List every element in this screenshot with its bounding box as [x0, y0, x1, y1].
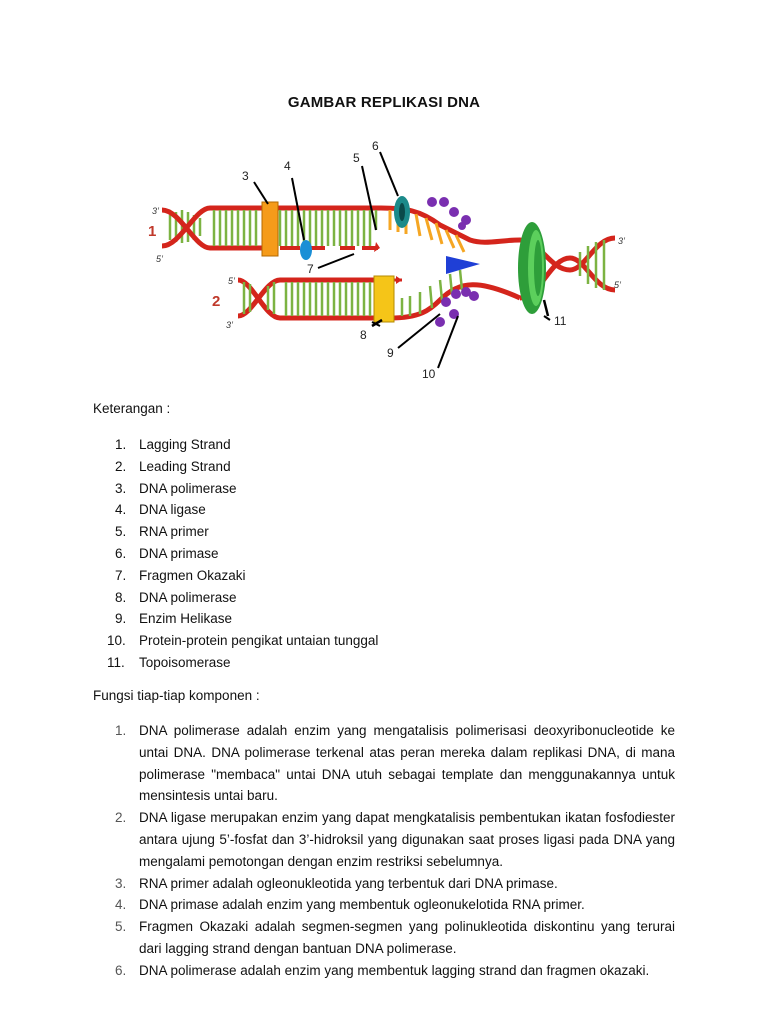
function-item: 5. Fragmen Okazaki adalah segmen-segmen yang polinukleotida diskontinu yang terurai dari lagging strand dengan bantuan DNA polimerase. [115, 919, 675, 956]
end-label-3prime-right: 3’ [618, 236, 626, 246]
page-title: GAMBAR REPLIKASI DNA [287, 94, 481, 111]
callout-5: 5 [353, 151, 360, 165]
dna-ligase [300, 240, 312, 260]
callout-7: 7 [307, 262, 314, 276]
legend-item: 1. Lagging Strand [115, 437, 231, 452]
legend-item: 3. DNA polimerase [115, 480, 237, 496]
fungsi-heading: Fungsi tiap-tiap komponen : [93, 688, 260, 703]
callout-3: 3 [242, 169, 249, 183]
upper-ladder [210, 208, 520, 252]
end-label-5prime-lower-left: 5’ [228, 276, 236, 286]
legend-item: 9. Enzim Helikase [115, 611, 233, 627]
end-label-5prime-upper-left: 5’ [156, 254, 164, 264]
end-label-3prime-lower-left: 3’ [226, 320, 234, 330]
legend-item: 2. Leading Strand [115, 458, 231, 474]
callout-lines [254, 152, 550, 368]
dna-replication-diagram [140, 130, 640, 385]
legend-item: 6. DNA primase [115, 545, 219, 561]
dna-polymerase-lower [374, 276, 394, 322]
callout-11: 11 [554, 314, 567, 328]
function-item: 2. DNA ligase merupakan enzim yang dapat mengkatalisis pembentukan ikatan fosfodiester antara ujung 5’-fosfat dan 3’-hidroksil yang digunakan saat proses ligasi pada DNA yang mengalami pemotongan dengan enzim restriksi sebelumnya. [115, 810, 675, 869]
callout-4: 4 [284, 159, 291, 173]
legend-item: 7. Fragmen Okazaki [115, 567, 246, 583]
callout-9: 9 [387, 346, 394, 360]
legend-item: 8. DNA polimerase [115, 589, 237, 605]
strand-label-1: 1 [148, 223, 157, 240]
function-item: 6. DNA polimerase adalah enzim yang membentuk lagging strand dan fragmen okazaki. [115, 962, 650, 978]
helicase [446, 256, 480, 274]
legend-item: 11. Topoisomerase [107, 654, 231, 670]
topoisomerase [518, 222, 546, 314]
legend-list [93, 434, 378, 674]
keterangan-heading: Keterangan : [93, 401, 171, 416]
function-item: 3. RNA primer adalah ogleonukleotida yang terbentuk dari DNA primase. [115, 875, 558, 891]
legend-item: 4. DNA ligase [115, 502, 206, 518]
left-helix-upper [162, 208, 210, 248]
callout-10: 10 [422, 367, 436, 381]
callout-8: 8 [360, 328, 367, 342]
legend-item: 10. Protein-protein pengikat untaian tunggal [107, 633, 379, 649]
functions-list [93, 720, 675, 982]
dna-polymerase-upper [262, 202, 278, 256]
function-item: 1. DNA polimerase adalah enzim yang mengatalisis polimerisasi deoxyribonucleotide ke untai DNA. DNA polimerase terkenal atas peran mereka dalam replikasi DNA, di mana polimerase "membaca" untai DNA utuh sebagai template dan menggunakannya untuk mensintesis untai baru. [115, 723, 675, 804]
end-label-5prime-right: 5’ [614, 280, 622, 290]
strand-label-2: 2 [212, 293, 221, 310]
function-item: 4. DNA primase adalah enzim yang membentuk ogleonukelotida RNA primer. [115, 897, 585, 913]
end-label-3prime-upper-left: 3’ [152, 206, 160, 216]
legend-item: 5. RNA primer [115, 524, 209, 540]
callout-6: 6 [372, 139, 379, 153]
